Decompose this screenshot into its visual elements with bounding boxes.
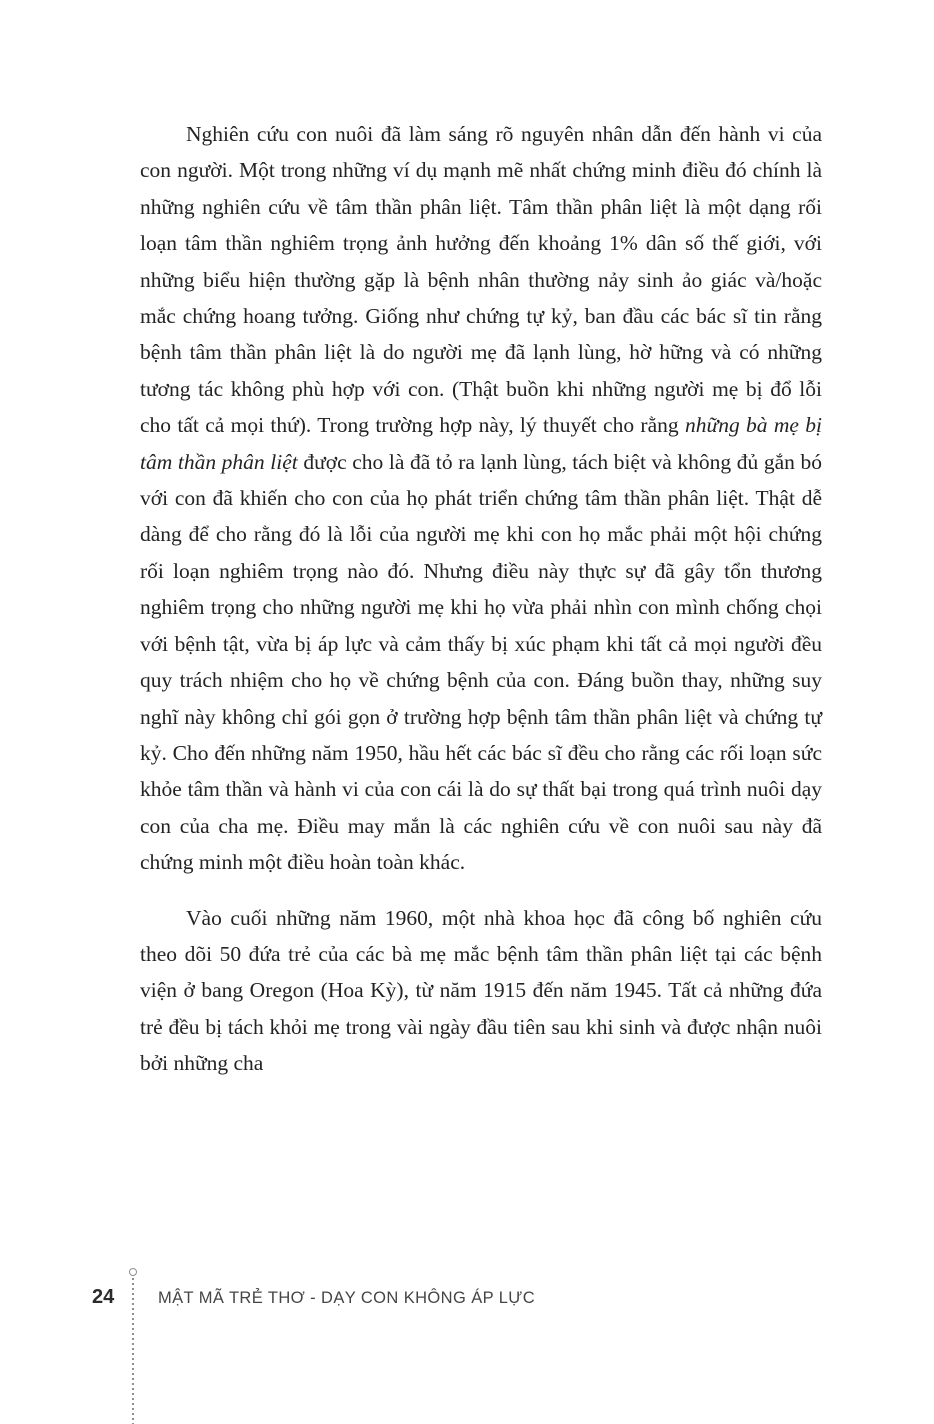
text-body bbox=[140, 116, 822, 1082]
footer-rule-marker bbox=[129, 1268, 137, 1276]
italic-text-segment: những bà mẹ bị tâm thần phân liệt bbox=[140, 413, 822, 474]
page-footer bbox=[0, 1280, 934, 1320]
page-number: 24 bbox=[92, 1286, 115, 1308]
text-segment: Nghiên cứu con nuôi đã làm sáng rõ nguyên nhân dẫn đến hành vi của con người. Một trong những ví dụ mạnh mẽ nhất chứng minh điều đó chính là những nghiên cứu về tâm thần phân liệt. Tâm thần phân liệt là một dạng rối loạn tâm thần nghiêm trọng ảnh hưởng đến khoảng 1% dân số thế giới, với những biểu hiện thường gặp là bệnh nhân thường nảy sinh ảo giác và/hoặc mắc chứng hoang tưởng. Giống như chứng tự kỷ, ban đầu các bác sĩ tin rằng bệnh tâm thần phân liệt là do người mẹ đã lạnh lùng, hờ hững và có những tương tác không phù hợp với con. (Thật buồn khi những người mẹ bị đổ lỗi cho tất cả mọi thứ). Trong trường hợp này, lý thuyết cho rằng bbox=[140, 122, 822, 438]
text-segment: được cho là đã tỏ ra lạnh lùng, tách biệt và không đủ gắn bó với con đã khiến cho con của họ phát triển chứng tâm thần phân liệt. Thật dễ dàng để cho rằng đó là lỗi của người mẹ khi con họ mắc phải một hội chứng rối loạn nghiêm trọng nào đó. Nhưng điều này thực sự đã gây tổn thương nghiêm trọng cho những người mẹ khi họ vừa phải nhìn con mình chống chọi với bệnh tật, vừa bị áp lực và cảm thấy bị xúc phạm khi tất cả mọi người đều quy trách nhiệm cho họ về chứng bệnh của con. Đáng buồn thay, những suy nghĩ này không chỉ gói gọn ở trường hợp bệnh tâm thần phân liệt và chứng tự kỷ. Cho đến những năm 1950, hầu hết các bác sĩ đều cho rằng các rối loạn sức khỏe tâm thần và hành vi của con cái là do sự thất bại trong quá trình nuôi dạy con của cha mẹ. Điều may mắn là các nghiên cứu về con nuôi sau này đã chứng minh một điều hoàn toàn khác. bbox=[140, 449, 823, 875]
paragraph bbox=[140, 900, 822, 1082]
text-segment: Vào cuối những năm 1960, một nhà khoa học đã công bố nghiên cứu theo dõi 50 đứa trẻ của các bà mẹ mắc bệnh tâm thần phân liệt tại các bệnh viện ở bang Oregon (Hoa Kỳ), từ năm 1915 đến năm 1945. Tất cả những đứa trẻ đều bị tách khỏi mẹ trong vài ngày đầu tiên sau khi sinh và được nhận nuôi bởi những cha bbox=[140, 905, 822, 1076]
footer-book-title: MẬT MÃ TRẺ THƠ - DẠY CON KHÔNG ÁP LỰC bbox=[158, 1289, 536, 1307]
paragraph bbox=[140, 116, 822, 881]
